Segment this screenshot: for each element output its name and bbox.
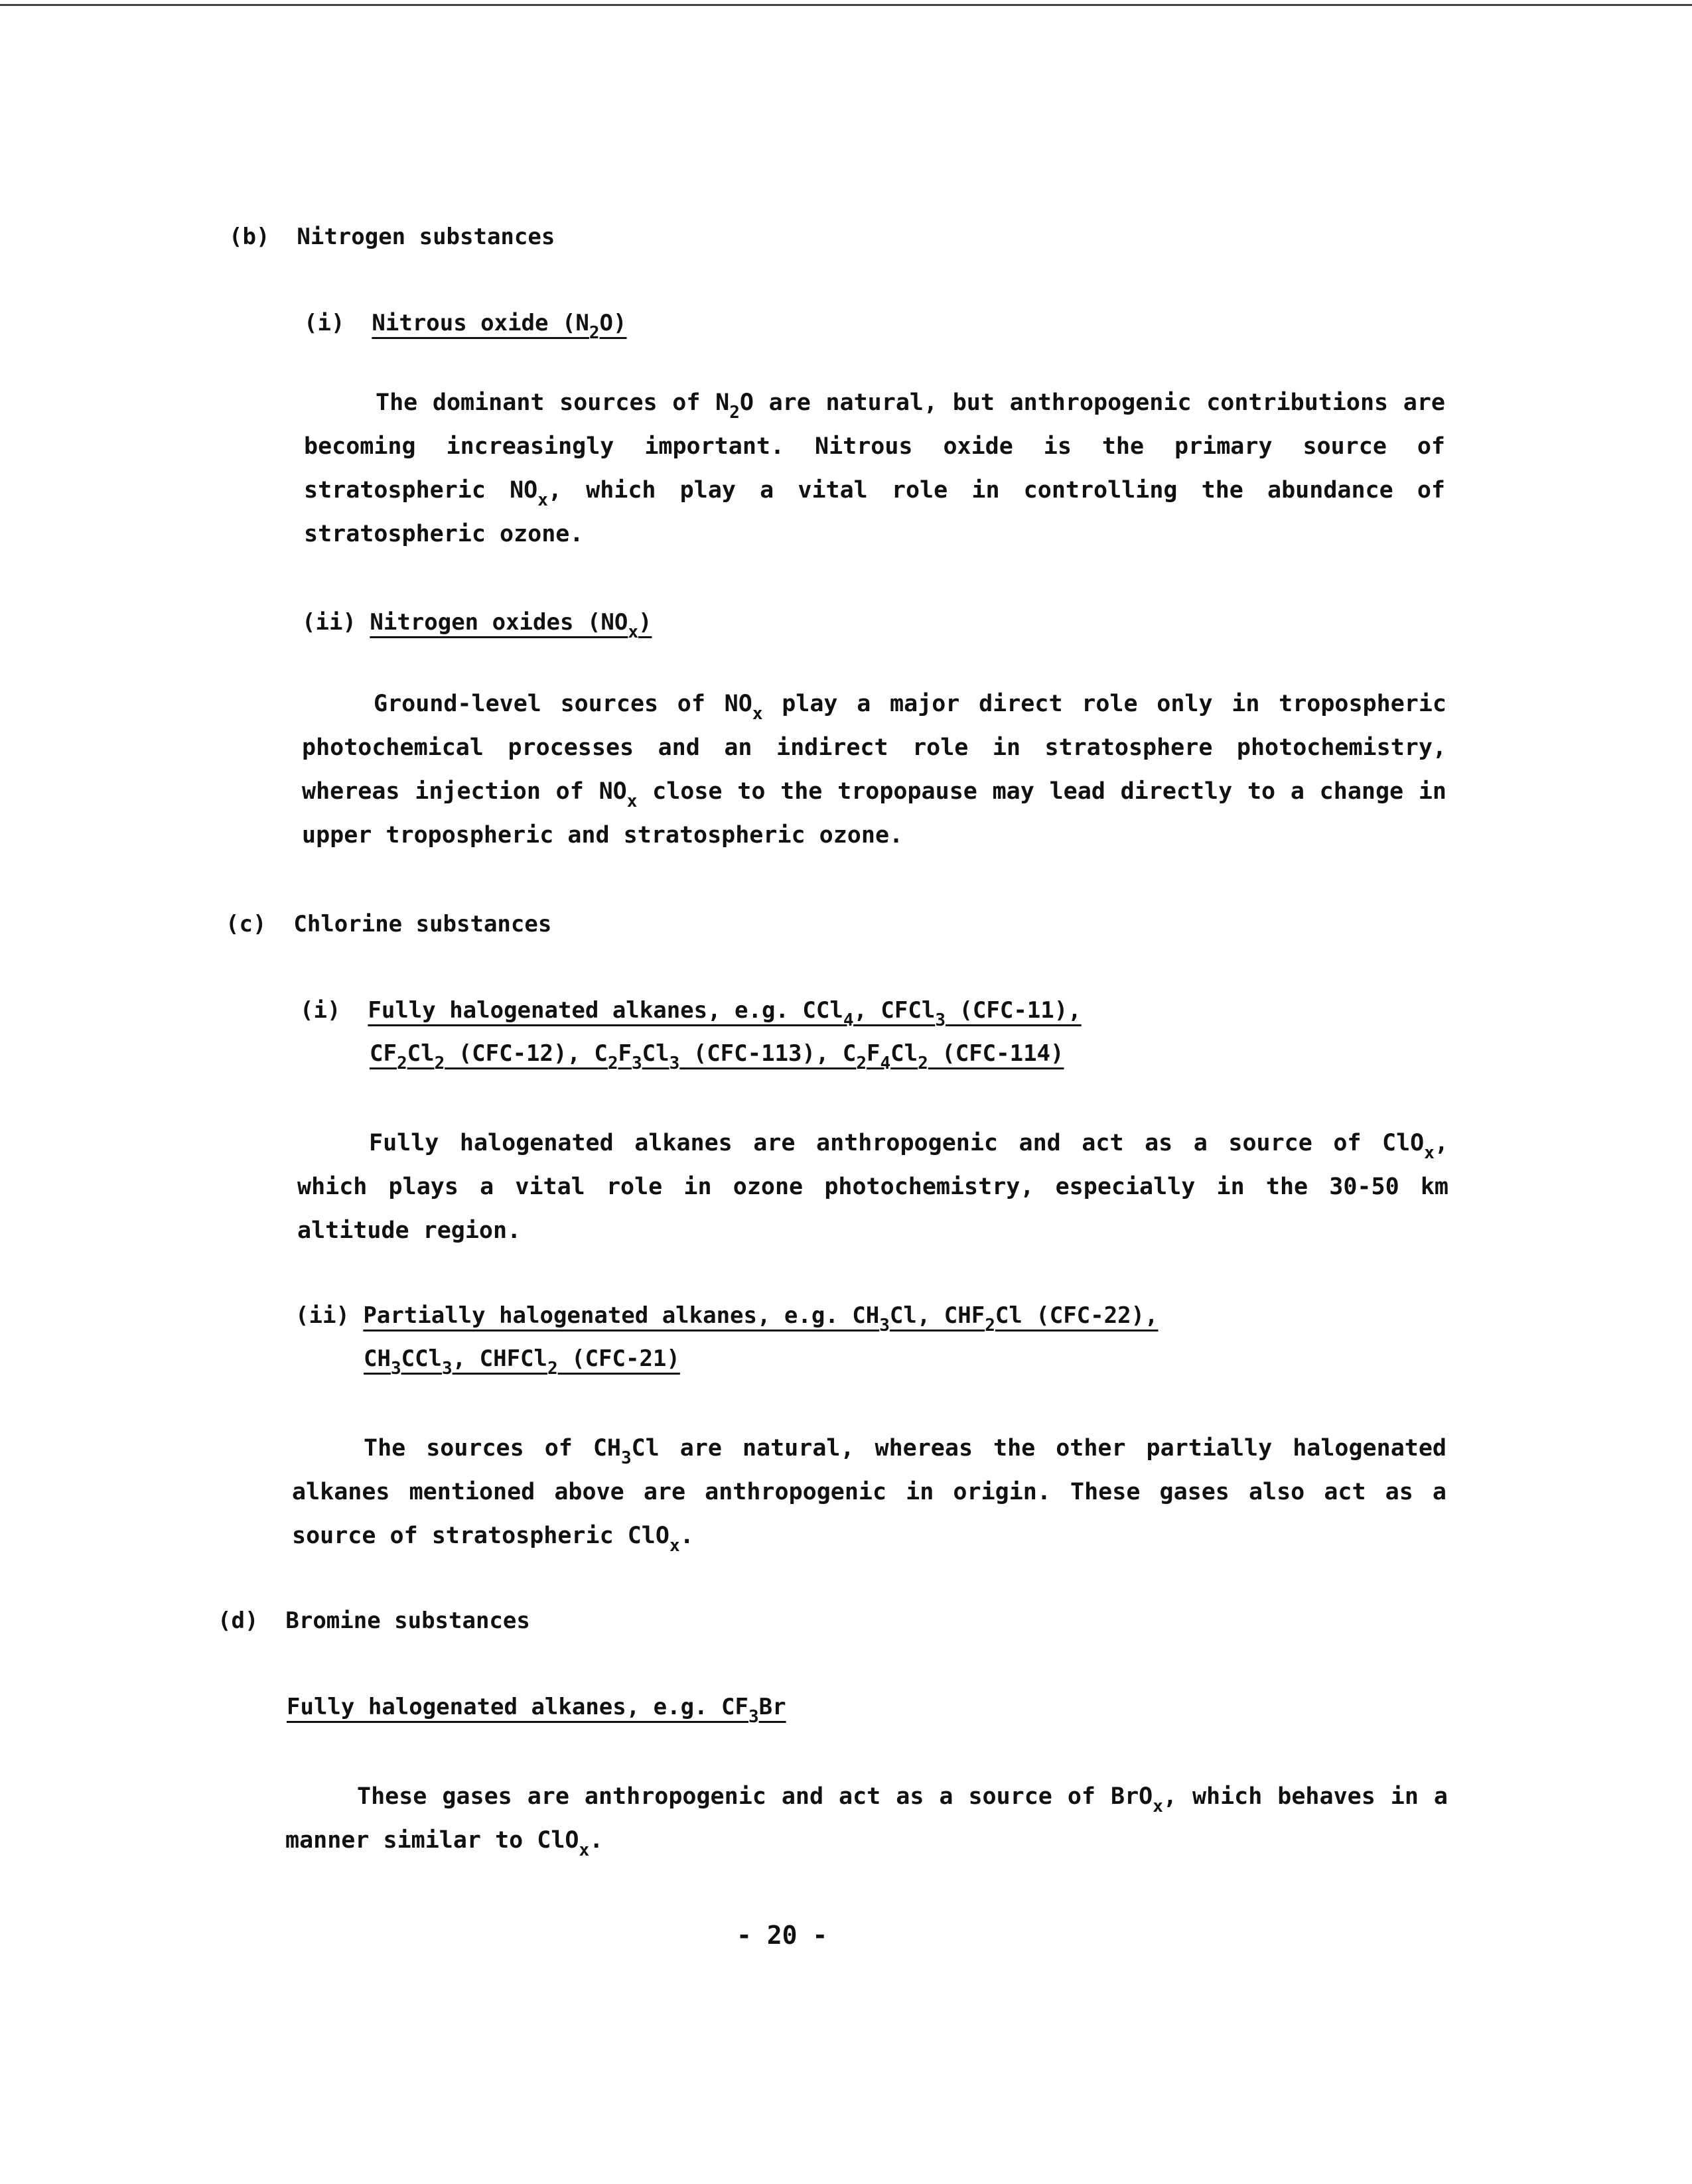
paragraph-bromine: These gases are anthropogenic and act as a source of BrO$_x$, which behaves in a manner similar to ClO$_x$. <box>285 1783 1448 1860</box>
top-border-line <box>0 4 1692 6</box>
subsection-marker: (i) <box>304 310 345 336</box>
section-b-heading <box>229 215 555 259</box>
subsection-marker: (ii) <box>295 1302 350 1329</box>
section-c-heading <box>226 902 551 946</box>
subsection-b-i-heading <box>304 301 627 345</box>
subsection-title: Nitrous oxide $(N_2O)$ <box>372 310 627 343</box>
subsection-title-line-2: $CF_2Cl_2$ (CFC-12), $C_2F_3Cl_3$ (CFC-113), $C_2F_4Cl_2$ (CFC-114) <box>370 1040 1064 1073</box>
section-title: Bromine substances <box>285 1607 530 1634</box>
subsection-marker: (ii) <box>302 609 356 636</box>
subsection-title: Fully halogenated alkanes, e.g. $CF_3Br$ <box>287 1694 786 1727</box>
subsection-c-ii-heading-line-2 <box>364 1337 680 1381</box>
subsection-c-i-heading <box>300 989 1082 1032</box>
paragraph-partially-halogenated: The sources of $CH_3Cl$ are natural, whereas the other partially halogenated alkanes mentioned above are anthropogenic in origin. These gases also act as a source of stratospheric ClO$_x$. <box>292 1435 1446 1556</box>
subsection-marker: (i) <box>300 997 341 1024</box>
paragraph-nitrous-oxide: The dominant sources of $N_2O$ are natural, but anthropogenic contributions are becoming increasingly important. Nitrous oxide is the primary source of stratospheric $NO_x$, which play a vital role in controlling the abundance of stratospheric ozone. <box>304 389 1446 547</box>
paragraph-nitrogen-oxides: Ground-level sources of $NO_x$ play a major direct role only in tropospheric photochemical processes and an indirect role in stratosphere photochemistry, whereas injection of $NO_x$ close to the tropopause may lead directly to a change in upper tropospheric and stratospheric ozone. <box>302 691 1447 849</box>
subsection-b-ii-heading <box>302 600 652 644</box>
subsection-title-line-1: Fully halogenated alkanes, e.g. CCl$_4$, CFCl$_3$ (CFC-11), <box>368 997 1082 1030</box>
paragraph-fully-halogenated: Fully halogenated alkanes are anthropogenic and act as a source of ClO$_x$, which plays a vital role in ozone photochemistry, especially in the 30-50 km altitude region. <box>297 1130 1448 1244</box>
subsection-title: Nitrogen oxides $(NO_x)$ <box>370 609 652 642</box>
section-marker: (b) <box>229 224 270 250</box>
section-title: Chlorine substances <box>293 911 552 937</box>
page-number: - 20 - <box>737 1921 828 1950</box>
section-marker: (d) <box>218 1607 259 1634</box>
section-marker: (c) <box>226 911 267 937</box>
section-title: Nitrogen substances <box>297 224 555 250</box>
subsection-c-ii-heading <box>295 1294 1158 1337</box>
subsection-d-heading <box>287 1685 786 1729</box>
section-d-heading <box>218 1599 530 1643</box>
subsection-title-line-2: $CH_3CCl_3$, CHFCl$_2$ (CFC-21) <box>364 1345 680 1379</box>
subsection-c-i-heading-line-2 <box>370 1032 1064 1075</box>
subsection-title-line-1: Partially halogenated alkanes, e.g. $CH_3Cl$, $CHF_2Cl$ (CFC-22), <box>363 1302 1159 1335</box>
